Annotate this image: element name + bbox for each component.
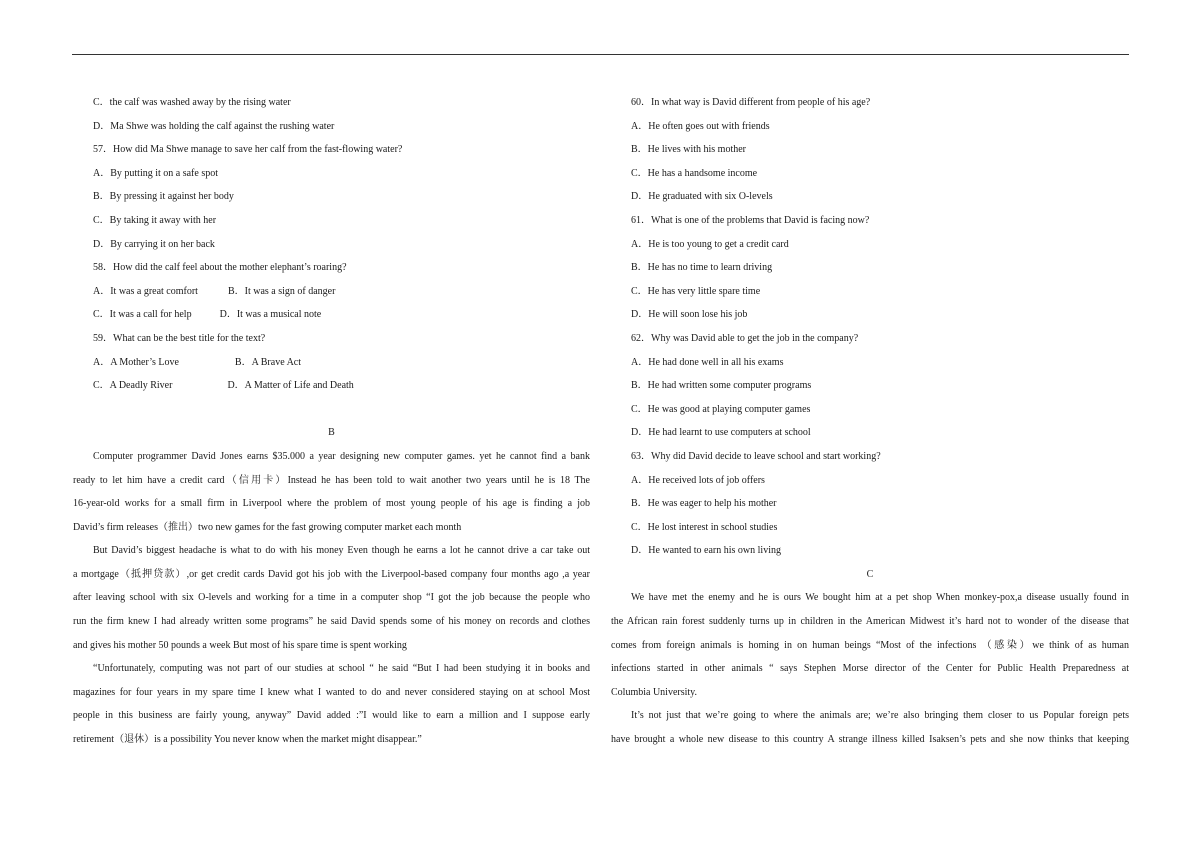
option-57-c: C．By taking it away with her [93, 214, 217, 226]
passage-b-line: 16-year-old works for a small firm in Liverpool where the problem of most young people of his age is finding a job [73, 498, 590, 510]
option-61-b: B．He has no time to learn driving [631, 262, 773, 274]
question-60: 60．In what way is David different from people of his age? [631, 97, 871, 108]
option-56-d: D．Ma Shwe was holding the calf against the rushing water [93, 120, 335, 132]
option-59-a: A．A Mother’s Love [93, 356, 179, 368]
header-rule [72, 54, 1129, 55]
passage-b-line: But David’s biggest headache is what to do with his money Even though he earns a lot he cannot drive a car take out [93, 545, 590, 557]
passage-c-line: infections started in other animals “ says Stephen Morse director of the Center for Public Health Preparedness at [611, 663, 1129, 675]
option-59-c: C．A Deadly River [93, 380, 173, 392]
passage-b-line: magazines for four years in my spare time I knew what I wanted to do and never considered staying on at school Most [73, 686, 590, 698]
option-63-b: B．He was eager to help his mother [631, 498, 777, 510]
option-60-c: C．He has a handsome income [631, 167, 758, 179]
passage-c-line: the African rain forest suddenly turns up in children in the American Midwest it’s hard not to wonder of the disease that [611, 616, 1129, 628]
option-56-c: C．the calf was washed away by the rising water [93, 97, 291, 108]
passage-b-line: David’s firm releases（推出）two new games for the fast growing computer market each month [73, 521, 462, 533]
section-b-heading: B [328, 427, 335, 439]
passage-b-line: “Unfortunately, computing was not part of our studies at school “ he said “But I had been studying it in books and [93, 663, 590, 675]
passage-b-line: Computer programmer David Jones earns $35.000 a year designing new computer games. yet he cannot find a bank [93, 450, 590, 462]
option-63-a: A．He received lots of job offers [631, 474, 765, 486]
option-58-b: B．It was a sign of danger [227, 285, 336, 297]
option-63-c: C．He lost interest in school studies [631, 521, 778, 533]
option-61-a: A．He is too young to get a credit card [631, 238, 789, 250]
option-62-d: D．He had learnt to use computers at school [631, 427, 811, 439]
passage-b-line: and gives his mother 50 pounds a week But most of his spare time is spent working [73, 639, 407, 651]
passage-c-line: We have met the enemy and he is ours We bought him at a pet shop When monkey-pox,a disease usually found in [631, 592, 1129, 604]
passage-c-line: It’s not just that we’re going to where the animals are; we’re also bringing them closer to us Popular foreign pets [631, 710, 1129, 722]
question-58: 58．How did the calf feel about the mother elephant’s roaring? [93, 262, 347, 274]
option-58-c: C．It was a call for help [93, 309, 192, 321]
question-57: 57．How did Ma Shwe manage to save her calf from the fast-flowing water? [93, 144, 403, 156]
passage-b-line: ready to let him have a credit card（信用卡）Instead he has been told to wait another two years until he is 18 The [73, 474, 590, 486]
passage-c-line: comes from foreign animals is homing in on human beings “Most of the infections （感染）we think of as human [611, 639, 1129, 651]
option-62-a: A．He had done well in all his exams [631, 356, 784, 368]
option-62-c: C．He was good at playing computer games [631, 403, 811, 415]
option-60-b: B．He lives with his mother [631, 144, 746, 156]
passage-c-line: Columbia University. [611, 686, 698, 698]
options-58-row-1 [73, 280, 590, 304]
options-59-row-2 [73, 374, 590, 398]
option-58-d: D．It was a musical note [219, 309, 322, 321]
passage-b-line: a mortgage（抵押贷款）,or get credit cards David got his job with the Liverpool-based company four months ago ,a year [73, 568, 590, 580]
option-58-a: A．It was a great comfort [93, 285, 198, 297]
passage-b-line: run the firm knew I had already written some programs” he said David spends some of his money on records and clothes [73, 616, 590, 628]
question-63: 63．Why did David decide to leave school and start working? [631, 450, 881, 462]
section-c-heading: C [866, 568, 874, 580]
passage-b-line: after leaving school with six O-levels and working for a time in a computer shop “I got the job because the people who [73, 592, 590, 604]
right-column [611, 91, 1129, 752]
option-61-c: C．He has very little spare time [631, 285, 761, 297]
passage-b-line: people in this business are fairly young, anyway” David added :”I would like to earn a million and I suppose early [73, 710, 590, 722]
option-57-a: A．By putting it on a safe spot [93, 167, 218, 179]
option-59-b: B．A Brave Act [234, 356, 302, 368]
question-62: 62．Why was David able to get the job in the company? [631, 332, 859, 344]
option-60-d: D．He graduated with six O-levels [631, 191, 773, 203]
option-59-d: D．A Matter of Life and Death [227, 380, 354, 392]
option-62-b: B．He had written some computer programs [631, 380, 812, 392]
option-57-b: B．By pressing it against her body [93, 191, 234, 203]
left-column [73, 91, 590, 752]
question-59: 59．What can be the best title for the text? [93, 332, 266, 344]
options-59-row-1 [73, 351, 590, 375]
option-60-a: A．He often goes out with friends [631, 120, 770, 132]
passage-b-line: retirement（退休）is a possibility You never know when the market might disappear.” [73, 734, 422, 746]
options-58-row-2 [73, 303, 590, 327]
question-61: 61．What is one of the problems that David is facing now? [631, 214, 870, 226]
option-61-d: D．He will soon lose his job [631, 309, 748, 321]
option-63-d: D．He wanted to earn his own living [631, 545, 781, 557]
option-57-d: D．By carrying it on her back [93, 238, 215, 250]
passage-c-line: have brought a whole new disease to this country A strange illness killed Isaksen’s pets and she now thinks that keeping [611, 734, 1129, 746]
